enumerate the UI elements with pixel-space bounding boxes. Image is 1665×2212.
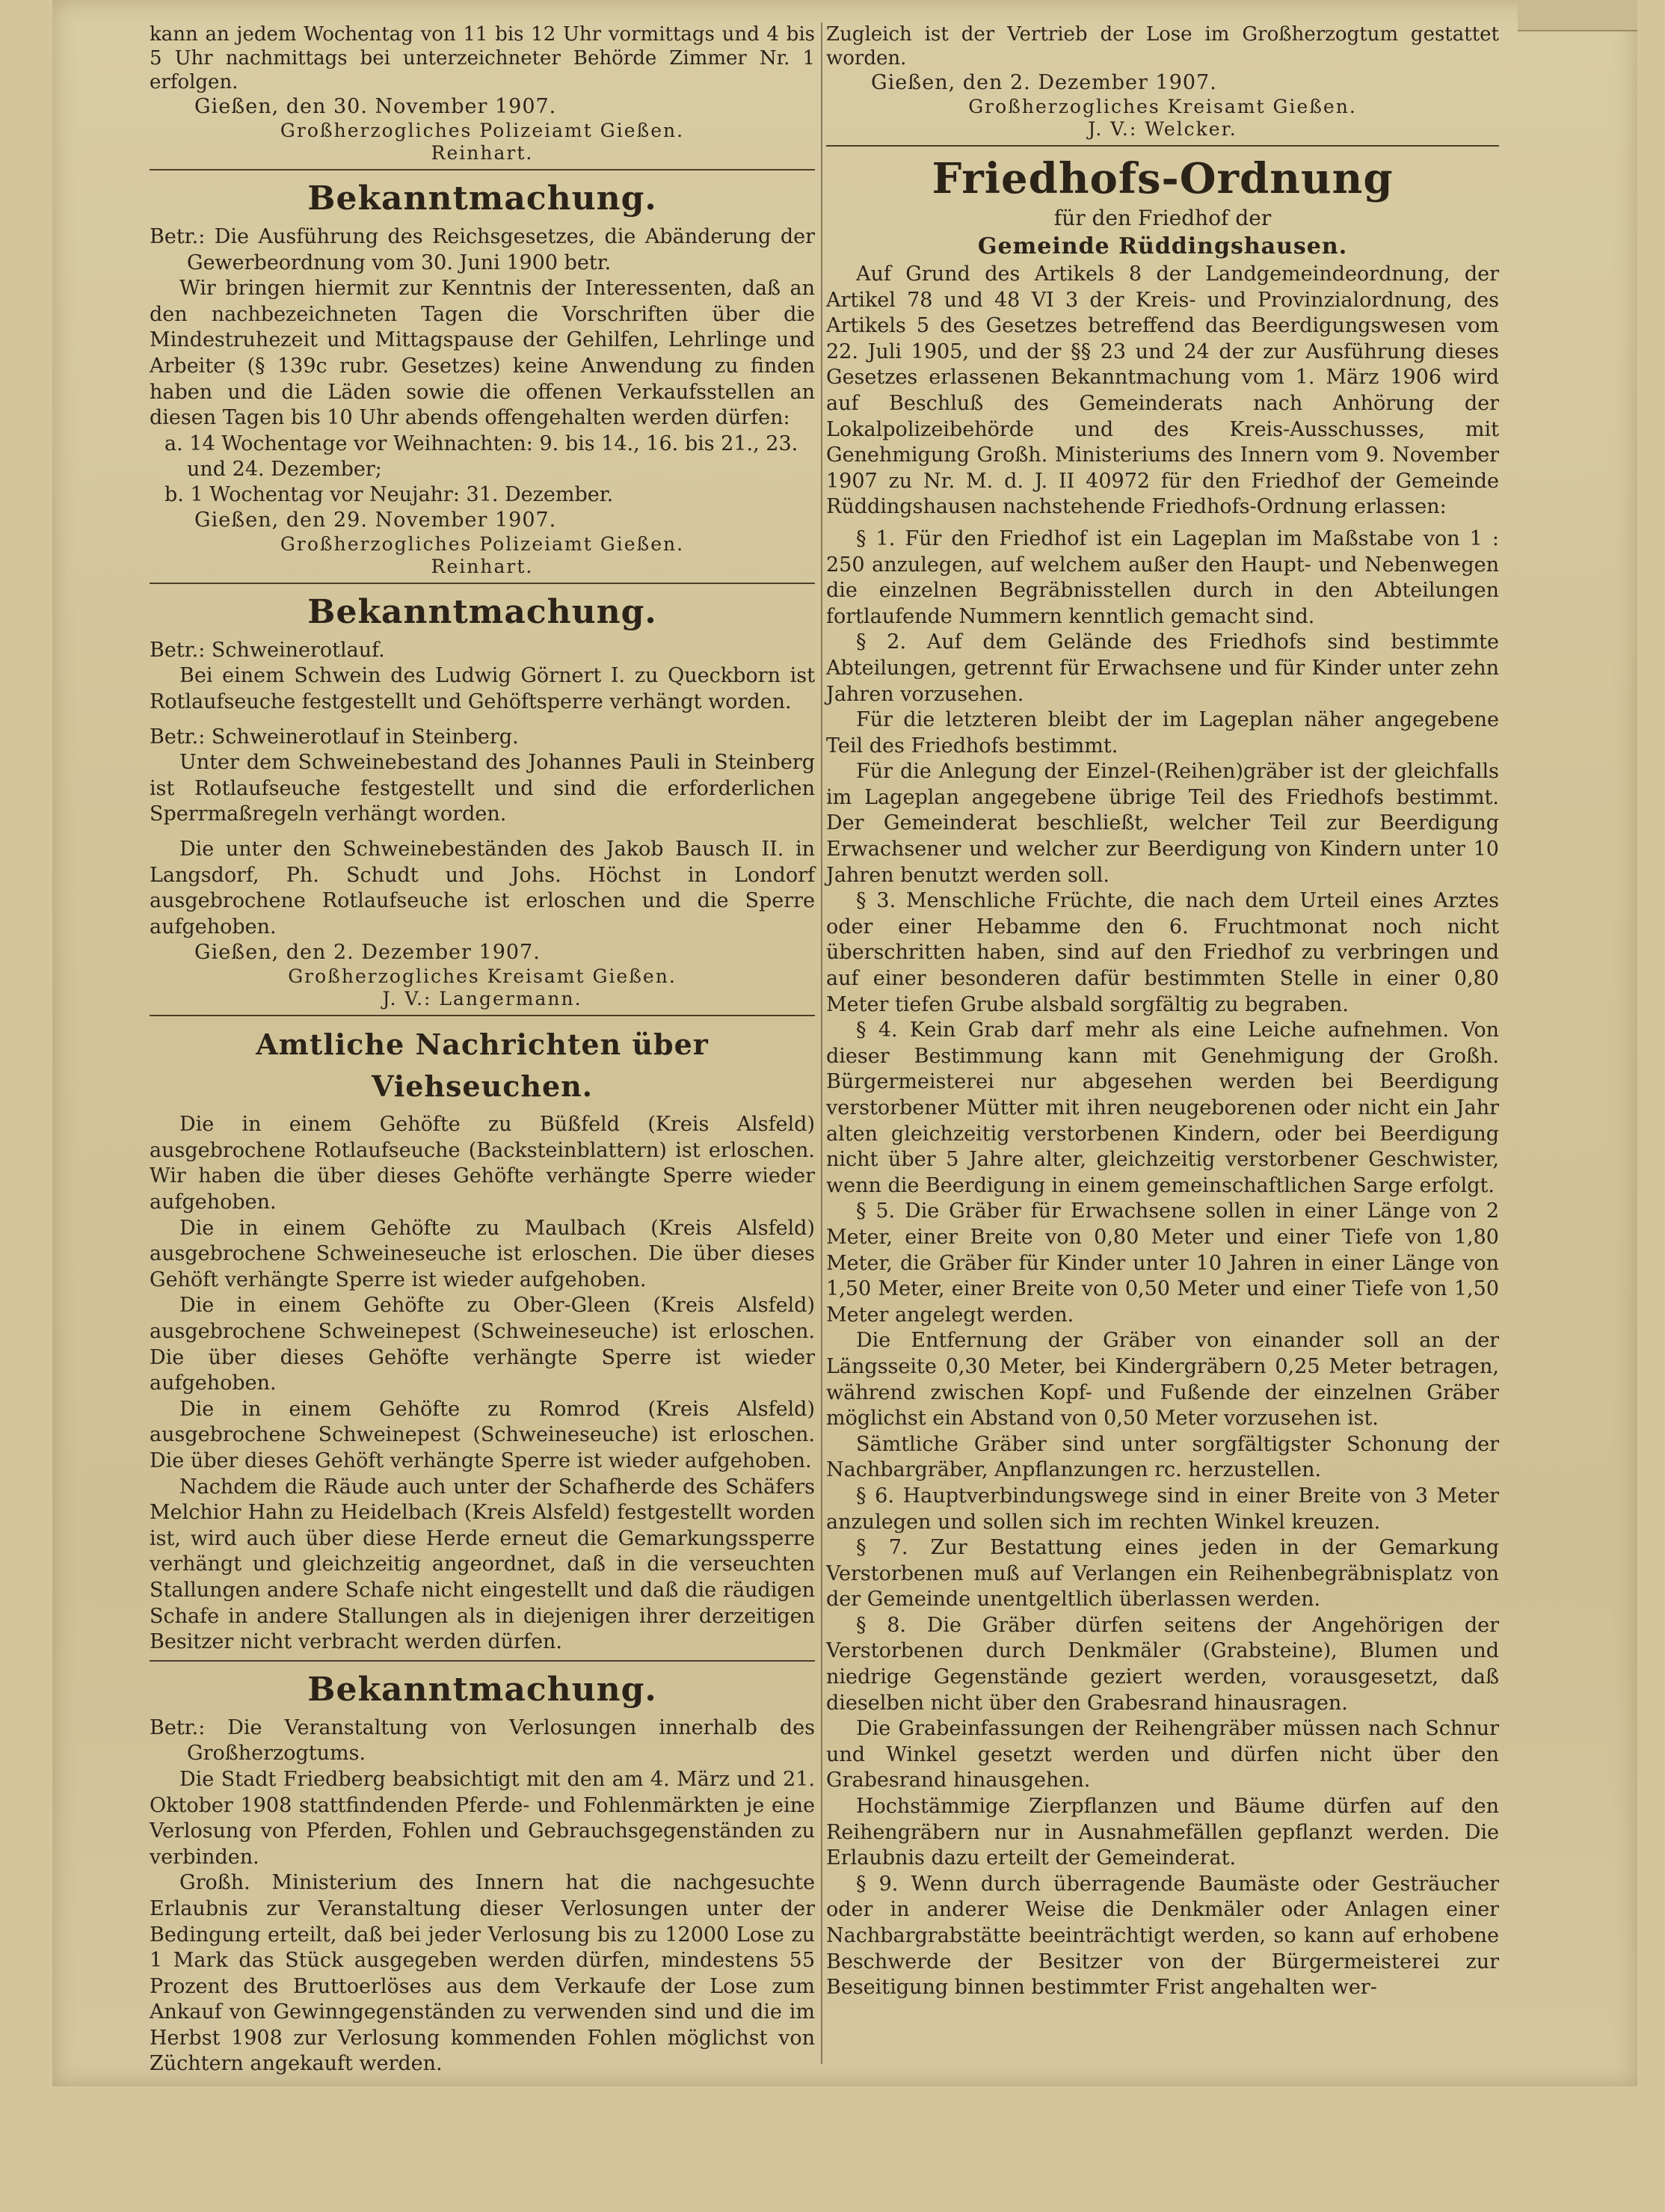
notice-title: Bekanntmachung. xyxy=(307,1670,657,1709)
section-paragraph: Nachdem die Räude auch unter der Schafherde des Schäfers Melchior Hahn zu Heidelbach (Kreis Alsfeld) festgestellt worden ist, wird auch über diese Herde erneut die Gemarkungssperre verhängt und gleichzeitig angeordnet, daß in die verseuchten Stallungen andere Schafe nicht eingestellt und daß die räudigen Schafe in andere Stallungen als in diejenigen ihrer derzeitigen Besitzer nicht verbracht werden dürfen. xyxy=(150,1475,815,1654)
ordinance-paragraph: Hochstämmige Zierpflanzen und Bäume dürfen auf den Reihengräbern nur in Ausnahmefällen gepflanzt werden. Die Erlaubnis dazu erteilt der Gemeinderat. xyxy=(826,1795,1499,1870)
notice-body: Bei einem Schwein des Ludwig Görnert I. zu Queckborn ist Rotlaufseuche festgestellt und Gehöftsperre verhängt worden. xyxy=(150,664,815,713)
notice-authority: Großherzogliches Polizeiamt Gießen. xyxy=(280,532,685,555)
ordinance-paragraph: § 7. Zur Bestattung eines jeden in der Gemarkung Verstorbenen muß auf Verlangen ein Reihenbegräbnisplatz von der Gemeinde unentgeltlich überlassen werden. xyxy=(826,1536,1499,1612)
ordinance-paragraph: Für die letzteren bleibt der im Lageplan näher angegebene Teil des Friedhofs bestimmt. xyxy=(826,708,1499,758)
right-column xyxy=(826,22,1499,2001)
section-paragraph: Die in einem Gehöfte zu Romrod (Kreis Alsfeld) ausgebrochene Schweinepest (Schweineseuche) ist erloschen. Die über dieses Gehöft verhängte Sperre ist wieder aufgehoben. xyxy=(150,1397,815,1472)
ordinance-subtitle: für den Friedhof der xyxy=(1053,206,1272,230)
ordinance-paragraph: Sämtliche Gräber sind unter sorgfältigster Schonung der Nachbargräber, Anpflanzungen rc. herzustellen. xyxy=(826,1432,1499,1482)
notice-subject: Betr.: Die Veranstaltung von Verlosungen innerhalb des Großherzogtums. xyxy=(150,1715,815,1766)
notice-subject: Betr.: Schweinerotlauf. xyxy=(150,638,385,662)
adjacent-page-strip xyxy=(1518,0,1637,31)
notice-title: Bekanntmachung. xyxy=(307,179,657,218)
ordinance-paragraph: § 9. Wenn durch überragende Baumäste oder Gesträucher oder in anderer Weise die Denkmäler oder Anlagen einer Nachbargrabstätte beeinträchtigt werden, so kann auf erhobene Beschwerde der Besitzer von der Bürgermeisterei zur Beseitigung binnen bestimmter Frist angehalten wer- xyxy=(826,1872,1499,2000)
intro-signer: J. V.: Welcker. xyxy=(1088,118,1237,140)
notice-subject: Betr.: Die Ausführung des Reichsgesetzes, die Abänderung der Gewerbeordnung vom 30. Juni 1900 betr. xyxy=(150,225,815,274)
ordinance-municipality: Gemeinde Rüddingshausen. xyxy=(977,233,1348,259)
section-rule xyxy=(150,169,815,170)
intro-authority: Großherzogliches Kreisamt Gießen. xyxy=(968,96,1357,117)
left-column xyxy=(150,22,815,2077)
notice-list-item-b: b. 1 Wochentag vor Neujahr: 31. Dezember. xyxy=(164,482,614,506)
notice-date: Gießen, den 29. November 1907. xyxy=(194,508,557,532)
notice-body: Die unter den Schweinebeständen des Jakob Bausch II. in Langsdorf, Ph. Schudt und Johs. Höchst in Londorf ausgebrochene Rotlaufseuche ist erloschen und die Sperre aufgehoben. xyxy=(150,837,815,938)
section-paragraph: Die in einem Gehöfte zu Maulbach (Kreis Alsfeld) ausgebrochene Schweineseuche ist erloschen. Die über dieses Gehöft verhängte Sperre ist wieder aufgehoben. xyxy=(150,1216,815,1291)
notice-title: Bekanntmachung. xyxy=(307,592,657,631)
ordinance-title: Friedhofs-Ordnung xyxy=(932,154,1394,203)
notice-date: Gießen, den 2. Dezember 1907. xyxy=(194,941,541,965)
notice-list-item-a: a. 14 Wochentage vor Weihnachten: 9. bis 14., 16. bis 21., 23. und 24. Dezember; xyxy=(164,431,798,481)
ordinance-paragraph: § 6. Hauptverbindungswege sind in einer Breite von 3 Meter anzulegen und sollen sich im rechten Winkel kreuzen. xyxy=(826,1484,1499,1534)
notice-signer: J. V.: Langermann. xyxy=(382,988,582,1010)
section-rule xyxy=(150,1660,815,1662)
intro-authority: Großherzogliches Polizeiamt Gießen. xyxy=(280,120,685,141)
section-rule xyxy=(150,1015,815,1016)
intro-date: Gießen, den 30. November 1907. xyxy=(194,95,557,118)
ordinance-paragraph: § 3. Menschliche Früchte, die nach dem Urteil eines Arztes oder einer Hebamme den 6. Fruchtmonat noch nicht überschritten haben, sind auf den Friedhof zu verbringen und auf einer besonderen dafür bestimmten Stelle in einer 0,80 Meter tiefen Grube alsbald sorgfältig zu begraben. xyxy=(826,889,1499,1016)
ordinance-paragraph: Die Entfernung der Gräber von einander soll an der Längsseite 0,30 Meter, bei Kindergräbern 0,25 Meter betragen, während zwischen Kopf- und Fußende der einzelnen Gräber möglichst ein Abstand von 0,50 Meter vorzusehen ist. xyxy=(826,1329,1499,1431)
notice-subject: Betr.: Schweinerotlauf in Steinberg. xyxy=(150,725,519,749)
ordinance-paragraph: § 5. Die Gräber für Erwachsene sollen in einer Länge von 2 Meter, einer Breite von 0,80 Meter und einer Tiefe von 1,80 Meter, die Gräber für Kinder unter 10 Jahren in einer Länge von 1,50 Meter, einer Breite von 0,50 Meter und einer Tiefe von 1,50 Meter angelegt werden. xyxy=(826,1199,1499,1327)
ordinance-paragraph: Die Grabeinfassungen der Reihengräber müssen nach Schnur und Winkel gesetzt werden und dürfen nicht über den Grabesrand hinausgehen. xyxy=(826,1717,1499,1792)
intro-text: kann an jedem Wochentag von 11 bis 12 Uhr vormittags und 4 bis 5 Uhr nachmittags bei unterzeichneter Behörde Zimmer Nr. 1 erfolgen. xyxy=(150,23,815,93)
column-divider xyxy=(821,22,822,2064)
intro-signer: Reinhart. xyxy=(431,142,534,164)
notice-signer: Reinhart. xyxy=(431,555,534,577)
ordinance-paragraph: § 1. Für den Friedhof ist ein Lageplan im Maßstabe von 1 : 250 anzulegen, auf welchem außer den Haupt- und Nebenwegen die einzelnen Begräbnisstellen durch in den Abteilungen fortlaufende Nummern kenntlich gemacht sind. xyxy=(826,526,1499,628)
notice-body: Wir bringen hiermit zur Kenntnis der Interessenten, daß an den nachbezeichneten Tagen die Vorschriften über die Mindestruhezeit und Mittagspause der Gehilfen, Lehrlinge und Arbeiter (§ 139c rubr. Gesetzes) keine Anwendung zu finden haben und die Läden sowie die offenen Verkaufsstellen an diesen Tagen bis 10 Uhr abends offengehalten werden dürfen: xyxy=(150,277,815,430)
section-rule xyxy=(826,145,1499,147)
intro-date: Gießen, den 2. Dezember 1907. xyxy=(871,71,1217,94)
section-paragraph: Die in einem Gehöfte zu Ober-Gleen (Kreis Alsfeld) ausgebrochene Schweinepest (Schweineseuche) ist erloschen. Die über dieses Gehöfte verhängte Sperre ist wieder aufgehoben. xyxy=(150,1294,815,1395)
section-rule xyxy=(150,583,815,584)
ordinance-paragraph: Für die Anlegung der Einzel-(Reihen)gräber ist der gleichfalls im Lageplan angegebene übrige Teil des Friedhofs bestimmt. Der Gemeinderat beschließt, welcher Teil zur Beerdigung Erwachsener und welcher zur Beerdigung von Kindern unter 10 Jahren benutzt werden soll. xyxy=(826,760,1499,887)
notice-authority: Großherzogliches Kreisamt Gießen. xyxy=(288,965,677,988)
ordinance-paragraph: § 4. Kein Grab darf mehr als eine Leiche aufnehmen. Von dieser Bestimmung kann mit Genehmigung der Großh. Bürgermeisterei nur abgesehen werden bei Beerdigung verstorbener Mütter mit ihren neugeborenen oder nicht ein Jahr alten gleichzeitig verstorbenen Kindern, oder bei Beerdigung nicht über 5 Jahre alter, gleichzeitig verstorbener Geschwister, wenn die Beerdigung in einem gemeinschaftlichen Sarge erfolgt. xyxy=(826,1019,1499,1197)
intro-text: Zugleich ist der Vertrieb der Lose im Großherzogtum gestattet worden. xyxy=(826,23,1499,70)
newspaper-page xyxy=(52,0,1637,2086)
ordinance-paragraph: § 2. Auf dem Gelände des Friedhofs sind bestimmte Abteilungen, getrennt für Erwachsene und für Kinder unter zehn Jahren vorzusehen. xyxy=(826,630,1499,706)
ordinance-preamble: Auf Grund des Artikels 8 der Landgemeindeordnung, der Artikel 78 und 48 VI 3 der Kreis- und Provinzialordnung, des Artikels 5 des Gesetzes betreffend das Beerdigungswesen vom 22. Juli 1905, und der §§ 23 und 24 der zur Ausführung dieses Gesetzes erlassenen Bekanntmachung vom 1. März 1906 wird auf Beschluß des Gemeinderats nach Anhörung der Lokalpolizeibehörde und des Kreis-Ausschusses, mit Genehmigung Großh. Ministeriums des Innern vom 9. November 1907 zu Nr. M. d. J. II 40972 für den Friedhof der Gemeinde Rüddingshausen nachstehende Friedhofs-Ordnung erlassen: xyxy=(826,262,1499,519)
notice-body: Unter dem Schweinebestand des Johannes Pauli in Steinberg ist Rotlaufseuche festgestellt und sind die erforderlichen Sperrmaßregeln verhängt worden. xyxy=(150,751,815,826)
section-paragraph: Die in einem Gehöfte zu Büßfeld (Kreis Alsfeld) ausgebrochene Rotlaufseuche (Backsteinblattern) ist erloschen. Wir haben die über dieses Gehöfte verhängte Sperre wieder aufgehoben. xyxy=(150,1113,815,1214)
section-title: Amtliche Nachrichten über Viehseuchen. xyxy=(256,1027,709,1104)
notice-body: Die Stadt Friedberg beabsichtigt mit den am 4. März und 21. Oktober 1908 stattfindenden Pferde- und Fohlenmärkten je eine Verlosung von Pferden, Fohlen und Gebrauchsgegenständen zu verbinden. xyxy=(150,1767,815,1869)
ordinance-paragraph: § 8. Die Gräber dürfen seitens der Angehörigen der Verstorbenen durch Denkmäler (Grabsteine), Blumen und niedrige Gegenstände geziert werden, vorausgesetzt, daß dieselben nicht über den Grabesrand hinausragen. xyxy=(826,1613,1499,1715)
notice-body: Großh. Ministerium des Innern hat die nachgesuchte Erlaubnis zur Veranstaltung dieser Verlosungen unter der Bedingung erteilt, daß bei jeder Verlosung bis zu 12000 Lose zu 1 Mark das Stück ausgegeben werden dürfen, mindestens 55 Prozent des Bruttoerlöses aus dem Verkaufe der Lose zum Ankauf von Gewinngegenständen zu verwenden sind und die im Herbst 1908 zur Verlosung kommenden Fohlen möglichst von Züchtern angekauft werden. xyxy=(150,1871,815,2076)
